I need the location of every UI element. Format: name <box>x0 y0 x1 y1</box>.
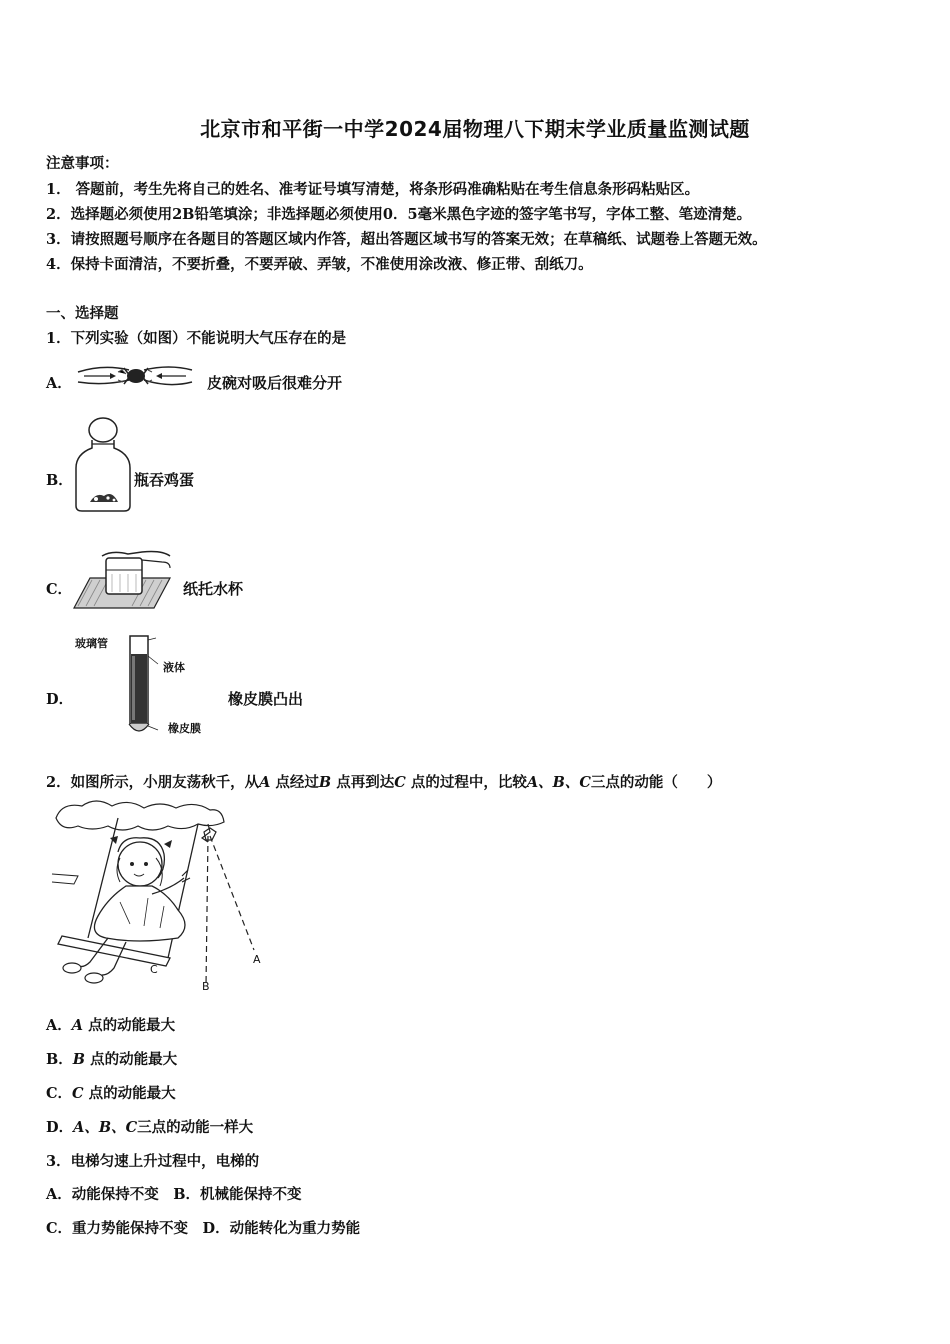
notice-item-3: 3．请按照题号顺序在各题目的答题区域内作答，超出答题区域书写的答案无效；在草稿纸、试题卷上答题无效。 <box>46 231 767 248</box>
q2-option-c-var: C <box>72 1085 84 1102</box>
tube-label: 玻璃管 <box>75 637 108 650</box>
q3-stem: 3．电梯匀速上升过程中，电梯的 <box>46 1153 260 1170</box>
suction-cups-figure <box>74 356 198 396</box>
q1-option-a-text: 皮碗对吸后很难分开 <box>207 374 343 392</box>
q2-option-a <box>46 1014 175 1035</box>
glass-tube-figure <box>120 630 160 738</box>
q2-option-d <box>46 1116 253 1137</box>
paper-cup-figure <box>72 548 172 612</box>
q2-option-b-var: B <box>72 1051 86 1068</box>
q2-var-c: C <box>394 774 406 791</box>
q2-stem-s3: 点的过程中，比较 <box>405 774 527 791</box>
swing-label-c: C <box>150 963 158 976</box>
q2-var-a: A <box>259 774 271 791</box>
q2-stem-prefix: 2．如图所示，小朋友荡秋千，从 <box>46 774 260 791</box>
q1-stem: 1．下列实验（如图）不能说明大气压存在的是 <box>46 330 347 347</box>
q1-option-d-letter: D． <box>46 691 74 708</box>
page-title: 北京市和平街一中学2024届物理八下期末学业质量监测试题 <box>200 117 750 141</box>
liquid-label: 液体 <box>163 661 185 674</box>
notice-heading: 注意事项： <box>46 155 119 172</box>
q2-var-b: B <box>318 774 332 791</box>
q2-stem-s2: 点再到达 <box>331 774 395 791</box>
q2-option-b-letter: B． <box>46 1051 73 1068</box>
q3-options-row-1: A．动能保持不变 B．机械能保持不变 <box>46 1186 302 1203</box>
bottle-egg-figure <box>70 412 136 514</box>
q2-var-abc: A、B、C <box>526 774 591 791</box>
q2-stem-s1: 点经过 <box>270 774 319 791</box>
q2-option-c-letter: C． <box>46 1085 73 1102</box>
swing-label-b: B <box>202 980 210 993</box>
q2-stem <box>46 771 721 792</box>
q2-option-b <box>46 1048 177 1069</box>
q2-option-d-text: 三点的动能一样大 <box>137 1119 254 1136</box>
q2-option-c <box>46 1082 176 1103</box>
q2-option-d-letter: D． <box>46 1119 74 1136</box>
q1-option-a-letter: A． <box>46 375 72 392</box>
q1-option-b-text: 瓶吞鸡蛋 <box>134 471 195 489</box>
q1-option-c-letter: C． <box>46 581 73 598</box>
q2-option-d-var: A、B、C <box>73 1119 138 1136</box>
swing-figure <box>48 798 268 998</box>
q2-option-c-text: 点的动能最大 <box>83 1085 176 1102</box>
section-heading: 一、选择题 <box>46 305 119 322</box>
q2-option-a-var: A <box>71 1017 84 1034</box>
notice-item-4: 4．保持卡面清洁，不要折叠，不要弄破、弄皱，不准使用涂改液、修正带、刮纸刀。 <box>46 256 593 273</box>
membrane-label: 橡皮膜 <box>168 722 201 735</box>
q1-option-b-letter: B． <box>46 472 73 489</box>
q3-options-row-2: C．重力势能保持不变 D．动能转化为重力势能 <box>46 1220 361 1237</box>
swing-label-a: A <box>253 953 261 966</box>
q2-option-b-text: 点的动能最大 <box>85 1051 178 1068</box>
q2-option-a-letter: A． <box>46 1017 72 1034</box>
q1-option-c-text: 纸托水杯 <box>183 580 244 598</box>
notice-item-1: 1． 答题前，考生先将自己的姓名、准考证号填写清楚，将条形码准确粘贴在考生信息条形码粘贴区。 <box>46 181 700 198</box>
notice-item-2: 2．选择题必须使用2B铅笔填涂；非选择题必须使用0．5毫米黑色字迹的签字笔书写，字体工整、笔迹清楚。 <box>46 206 752 223</box>
q2-stem-s4: 三点的动能（ ） <box>590 774 722 791</box>
q1-option-d-text: 橡皮膜凸出 <box>228 690 304 708</box>
q2-option-a-text: 点的动能最大 <box>83 1017 176 1034</box>
